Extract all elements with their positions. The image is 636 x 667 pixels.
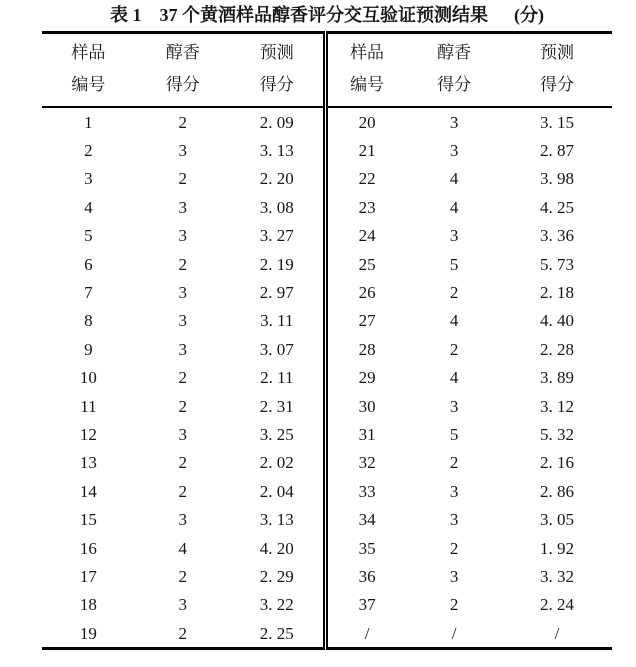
predicted-score-cell-left: 2. 97 [259, 283, 294, 303]
predicted-score-cell-right: 3. 89 [540, 368, 574, 388]
predicted-score-cell-right: 3. 05 [540, 510, 574, 530]
predicted-score-cell-left: 3. 11 [260, 311, 294, 331]
predicted-score-cell-right: 2. 18 [540, 283, 574, 303]
aroma-score-cell-left: 2 [178, 623, 187, 643]
predicted-score-cell-right: 1. 92 [540, 538, 574, 558]
sample-no-cell-right: 30 [325, 392, 406, 420]
predicted-score-cell-left: 4. 20 [259, 538, 294, 558]
sample-no-cell-right: 37 [325, 591, 406, 619]
aroma-score-cell-left: 4 [178, 538, 187, 558]
sample-no-cell-left: 11 [80, 396, 97, 416]
aroma-score-cell-left: 3 [178, 424, 187, 444]
aroma-score-cell-left: 3 [178, 595, 187, 615]
aroma-score-cell-left: 2 [178, 368, 187, 388]
predicted-score-cell-left: 2. 29 [259, 566, 294, 586]
header-text: 预测 [540, 43, 574, 62]
predicted-score-cell-left: 3. 08 [259, 197, 294, 217]
predicted-score-cell-right: 2. 16 [540, 453, 574, 473]
predicted-score-cell-left: 2. 04 [259, 481, 294, 501]
sample-no-cell-right: 24 [325, 222, 406, 250]
aroma-score-cell-left: 3 [178, 283, 187, 303]
sample-no-cell-left: 10 [79, 368, 97, 388]
table-caption [42, 2, 612, 29]
predicted-score-cell-right: 4. 40 [540, 311, 574, 331]
table-row [42, 193, 612, 221]
predicted-score-cell-right: 5. 32 [540, 424, 574, 444]
aroma-score-cell-left: 3 [178, 226, 187, 246]
header-row [42, 33, 612, 108]
header-sample-no-right [325, 33, 406, 108]
aroma-score-cell-left: 3 [178, 510, 187, 530]
header-text: 编号 [71, 75, 106, 94]
table-body [42, 107, 612, 649]
sample-no-cell-right: / [325, 619, 406, 649]
aroma-score-cell-right: 5 [449, 424, 459, 444]
predicted-score-cell-left: 2. 19 [259, 254, 294, 274]
predicted-score-cell-left: 2. 11 [260, 368, 294, 388]
sample-no-cell-left: 9 [84, 339, 93, 359]
sample-no-cell-left: 8 [84, 311, 93, 331]
sample-no-cell-left: 13 [79, 453, 97, 473]
sample-no-cell-right: 33 [325, 477, 406, 505]
aroma-score-cell-left: 3 [178, 339, 187, 359]
table-row [42, 392, 612, 420]
predicted-score-cell-left: 3. 13 [259, 141, 294, 161]
sample-no-cell-right: 21 [325, 136, 406, 164]
predicted-score-cell-right: / [554, 623, 560, 643]
table-row [42, 222, 612, 250]
predicted-score-cell-right: 4. 25 [540, 197, 574, 217]
header-text: 编号 [350, 75, 385, 94]
predicted-score-cell-left: 2. 20 [259, 169, 294, 189]
aroma-score-cell-right: 4 [449, 197, 459, 217]
aroma-score-cell-left: 2 [178, 396, 187, 416]
sample-no-cell-left: 17 [79, 566, 97, 586]
sample-no-cell-right: 35 [325, 534, 406, 562]
sample-no-cell-left: 19 [79, 623, 97, 643]
aroma-score-cell-left: 2 [178, 566, 187, 586]
sample-no-cell-left: 4 [84, 197, 93, 217]
sample-no-cell-right: 20 [325, 107, 406, 136]
aroma-score-cell-left: 3 [178, 197, 187, 217]
predicted-score-cell-left: 2. 09 [259, 112, 294, 132]
table-row [42, 278, 612, 306]
header-predicted-score-left [231, 33, 326, 108]
table-caption-unit: (分) [514, 5, 544, 25]
predicted-score-cell-right: 3. 15 [540, 112, 574, 132]
aroma-score-cell-left: 2 [178, 112, 187, 132]
sample-no-cell-right: 29 [325, 364, 406, 392]
aroma-score-cell-right: 3 [449, 141, 459, 161]
aroma-score-cell-right: / [451, 623, 457, 643]
predicted-score-cell-left: 3. 27 [259, 226, 294, 246]
sample-no-cell-left: 15 [79, 510, 97, 530]
sample-no-cell-right: 27 [325, 307, 406, 335]
aroma-score-cell-left: 3 [178, 141, 187, 161]
sample-no-cell-left: 14 [79, 481, 97, 501]
sample-no-cell-left: 5 [84, 226, 93, 246]
table-row [42, 449, 612, 477]
aroma-score-cell-left: 2 [178, 254, 187, 274]
header-text: 得分 [540, 75, 574, 94]
header-aroma-score-right [406, 33, 502, 108]
table-row [42, 420, 612, 448]
header-text: 得分 [259, 75, 294, 94]
sample-no-cell-left: 18 [79, 595, 97, 615]
header-text: 样品 [71, 43, 106, 62]
predicted-score-cell-right: 2. 87 [540, 141, 574, 161]
aroma-score-cell-right: 2 [449, 453, 459, 473]
aroma-score-cell-left: 3 [178, 311, 187, 331]
header-text: 样品 [350, 43, 385, 62]
sample-no-cell-right: 26 [325, 278, 406, 306]
aroma-score-cell-right: 4 [449, 311, 459, 331]
table-row [42, 250, 612, 278]
sample-no-cell-right: 36 [325, 562, 406, 590]
table-row [42, 591, 612, 619]
header-aroma-score-left [135, 33, 231, 108]
aroma-score-cell-right: 3 [449, 481, 459, 501]
aroma-score-cell-right: 3 [449, 112, 459, 132]
header-text: 得分 [165, 75, 200, 94]
table-row [42, 136, 612, 164]
header-text: 预测 [259, 43, 294, 62]
aroma-score-cell-left: 2 [178, 169, 187, 189]
header-text: 得分 [437, 75, 472, 94]
sample-no-cell-right: 23 [325, 193, 406, 221]
predicted-score-cell-right: 2. 24 [540, 595, 574, 615]
sample-no-cell-right: 34 [325, 505, 406, 533]
results-table [42, 31, 612, 650]
table-row [42, 505, 612, 533]
predicted-score-cell-right: 3. 36 [540, 226, 574, 246]
table-row [42, 107, 612, 136]
header-predicted-score-right [502, 33, 612, 108]
sample-no-cell-right: 22 [325, 165, 406, 193]
predicted-score-cell-right: 2. 86 [540, 481, 574, 501]
sample-no-cell-right: 32 [325, 449, 406, 477]
header-text: 醇香 [165, 43, 200, 62]
aroma-score-cell-right: 2 [449, 283, 459, 303]
sample-no-cell-right: 28 [325, 335, 406, 363]
sample-no-cell-left: 3 [84, 169, 93, 189]
aroma-score-cell-right: 3 [449, 566, 459, 586]
aroma-score-cell-right: 3 [449, 226, 459, 246]
predicted-score-cell-left: 2. 02 [259, 453, 294, 473]
predicted-score-cell-right: 3. 32 [540, 566, 574, 586]
table-row [42, 364, 612, 392]
sample-no-cell-left: 12 [79, 424, 97, 444]
sample-no-cell-right: 25 [325, 250, 406, 278]
table-row [42, 562, 612, 590]
table-row [42, 335, 612, 363]
aroma-score-cell-right: 3 [449, 396, 459, 416]
aroma-score-cell-right: 2 [449, 595, 459, 615]
sample-no-cell-left: 7 [84, 283, 93, 303]
sample-no-cell-right: 31 [325, 420, 406, 448]
sample-no-cell-left: 2 [84, 141, 93, 161]
sample-no-cell-left: 1 [84, 112, 93, 132]
header-text: 醇香 [437, 43, 472, 62]
aroma-score-cell-right: 4 [449, 368, 459, 388]
predicted-score-cell-left: 2. 31 [259, 396, 294, 416]
predicted-score-cell-right: 5. 73 [540, 254, 574, 274]
header-sample-no-left [42, 33, 135, 108]
predicted-score-cell-right: 3. 12 [540, 396, 574, 416]
aroma-score-cell-left: 2 [178, 481, 187, 501]
sample-no-cell-left: 16 [79, 538, 97, 558]
sample-no-cell-left: 6 [84, 254, 93, 274]
aroma-score-cell-right: 2 [449, 339, 459, 359]
predicted-score-cell-left: 2. 25 [259, 623, 294, 643]
predicted-score-cell-left: 3. 13 [259, 510, 294, 530]
table-caption-text: 表 1 37 个黄酒样品醇香评分交互验证预测结果 [110, 5, 488, 25]
predicted-score-cell-right: 2. 28 [540, 339, 574, 359]
aroma-score-cell-right: 5 [449, 254, 459, 274]
aroma-score-cell-right: 2 [449, 538, 459, 558]
aroma-score-cell-left: 2 [178, 453, 187, 473]
table-row [42, 619, 612, 649]
predicted-score-cell-left: 3. 07 [259, 339, 294, 359]
table-row [42, 477, 612, 505]
table-row [42, 534, 612, 562]
predicted-score-cell-right: 3. 98 [540, 169, 574, 189]
table-row [42, 307, 612, 335]
aroma-score-cell-right: 4 [449, 169, 459, 189]
predicted-score-cell-left: 3. 22 [259, 595, 294, 615]
table-row [42, 165, 612, 193]
predicted-score-cell-left: 3. 25 [259, 424, 294, 444]
aroma-score-cell-right: 3 [449, 510, 459, 530]
